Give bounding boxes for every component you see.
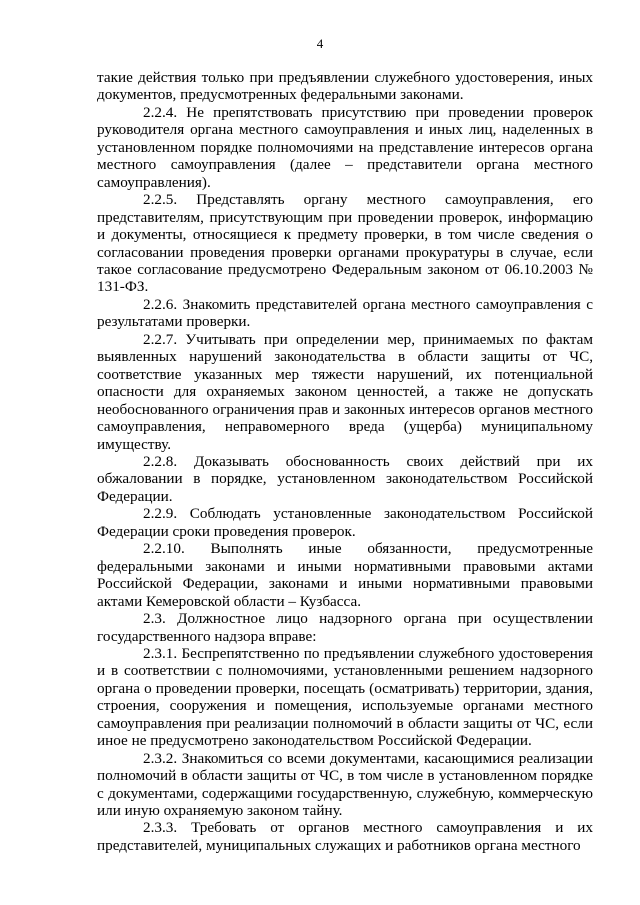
paragraph-2-2-9: 2.2.9. Соблюдать установленные законодательством Российской Федерации сроки проведения проверок.	[97, 505, 593, 540]
document-body	[97, 69, 593, 854]
paragraph-2-2-10: 2.2.10. Выполнять иные обязанности, предусмотренные федеральными законами и иными нормативными правовыми актами Российской Федерации, законами и иными нормативными правовыми актами Кемеровской области – Кузбасса.	[97, 540, 593, 610]
paragraph-continuation: такие действия только при предъявлении служебного удостоверения, иных документов, предусмотренных федеральными законами.	[97, 69, 593, 104]
paragraph-2-3-3: 2.3.3. Требовать от органов местного самоуправления и их представителей, муниципальных служащих и работников органа местного	[97, 819, 593, 854]
paragraph-2-3: 2.3. Должностное лицо надзорного органа при осуществлении государственного надзора вправе:	[97, 610, 593, 645]
page-number: 4	[316, 36, 324, 51]
paragraph-2-2-7: 2.2.7. Учитывать при определении мер, принимаемых по фактам выявленных нарушений законодательства в области защиты от ЧС, соответствие указанных мер тяжести нарушений, их потенциальной опасности для охраняемых законом ценностей, а также не допускать необоснованного ограничения прав и законных интересов органов местного самоуправления, неправомерного вреда (ущерба) муниципальному имуществу.	[97, 330, 593, 453]
paragraph-2-2-8: 2.2.8. Доказывать обоснованность своих действий при их обжаловании в порядке, установленном законодательством Российской Федерации.	[97, 452, 593, 505]
paragraph-2-3-2: 2.3.2. Знакомиться со всеми документами, касающимися реализации полномочий в области защиты от ЧС, в том числе в установленном порядке с документами, содержащими государственную, служебную, коммерческую или иную охраняемую законом тайну.	[97, 749, 593, 820]
paragraph-2-2-4: 2.2.4. Не препятствовать присутствию при проведении проверок руководителя органа местного самоуправления и иных лиц, наделенных в установленном порядке полномочиями на представление интересов органа местного самоуправления (далее – представители органа местного самоуправления).	[97, 103, 593, 191]
paragraph-2-3-1: 2.3.1. Беспрепятственно по предъявлении служебного удостоверения и в соответствии с полномочиями, установленными решением надзорного органа о проведении проверки, посещать (осматривать) территории, здания, строения, сооружения и помещения, используемые органами местного самоуправления при реализации полномочий в области защиты от ЧС, если иное не предусмотрено законодательством Российской Федерации.	[97, 644, 593, 750]
paragraph-2-2-5: 2.2.5. Представлять органу местного самоуправления, его представителям, присутствующим при проведении проверок, информацию и документы, относящиеся к предмету проверки, в том числе сведения о согласовании проведения проверки органами прокуратуры в случае, если такое согласование предусмотрено Федеральным законом от 06.10.2003 № 131-ФЗ.	[97, 191, 593, 296]
paragraph-2-2-6: 2.2.6. Знакомить представителей органа местного самоуправления с результатами проверки.	[97, 295, 593, 331]
